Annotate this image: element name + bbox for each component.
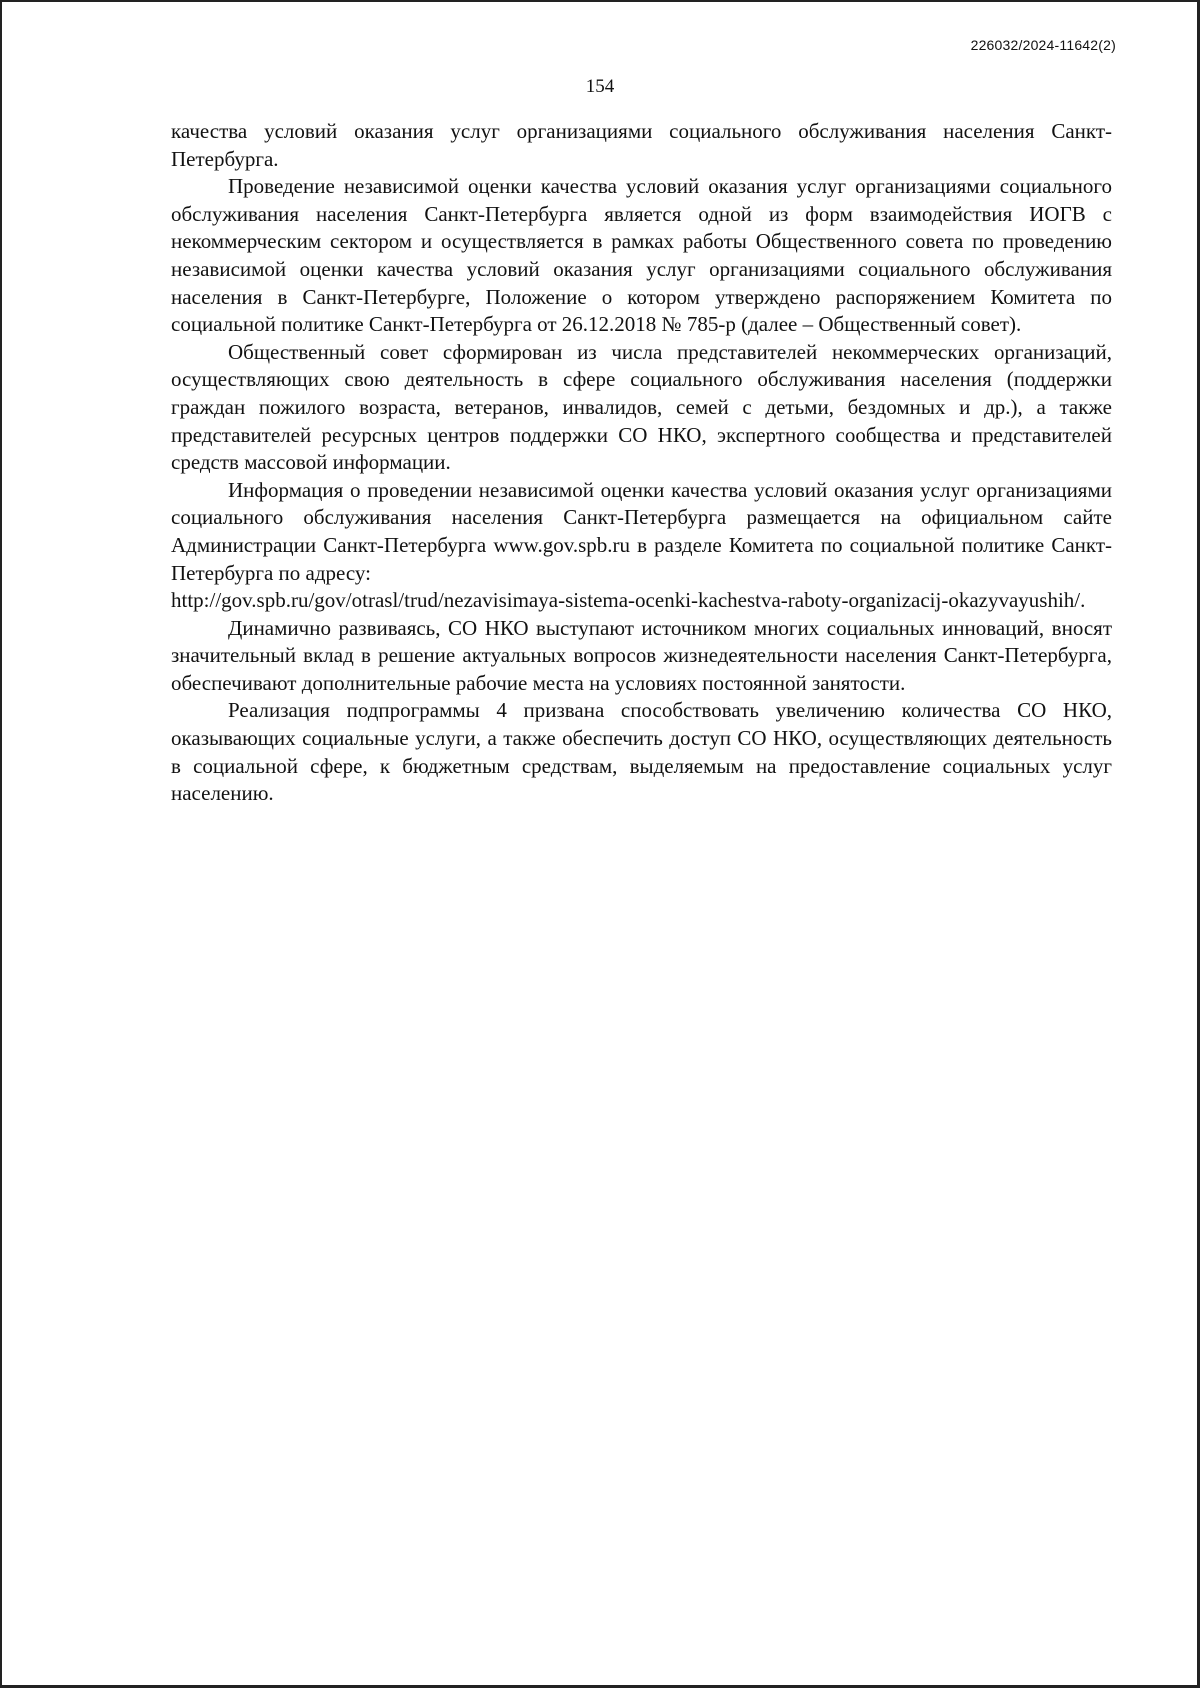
paragraph-continuation: качества условий оказания услуг организациями социального обслуживания населения Санкт-Петербурга. bbox=[171, 119, 1112, 171]
document-body bbox=[171, 118, 1112, 808]
paragraph-evaluation-procedure: Проведение независимой оценки качества условий оказания услуг организациями социального обслуживания населения Санкт-Петербурга является одной из форм взаимодействия ИОГВ с некоммерческим сектором и осуществляется в рамках работы Общественного совета по проведению независимой оценки качества условий оказания услуг организациями социального обслуживания населения в Санкт-Петербурге, Положение о котором утверждено распоряжением Комитета по социальной политике Санкт-Петербурга от 26.12.2018 № 785-р (далее – Общественный совет). bbox=[171, 174, 1112, 337]
paragraph-information-placement: Информация о проведении независимой оценки качества условий оказания услуг организациями социального обслуживания населения Санкт-Петербурга размещается на официальном сайте Администрации Санкт-Петербурга www.gov.spb.ru в разделе Комитета по социальной политике Санкт-Петербурга по адресу: bbox=[171, 477, 1112, 585]
page-number: 154 bbox=[585, 76, 615, 97]
paragraph-subprogram-4: Реализация подпрограммы 4 призвана способствовать увеличению количества СО НКО, оказывающих социальные услуги, а также обеспечить доступ СО НКО, осуществляющих деятельность в социальной сфере, к бюджетным средствам, выделяемым на предоставление социальных услуг населению. bbox=[171, 698, 1112, 806]
paragraph-nko-development: Динамично развиваясь, СО НКО выступают источником многих социальных инноваций, вносят значительный вклад в решение актуальных вопросов жизнедеятельности населения Санкт-Петербурга, обеспечивают дополнительные рабочие места на условиях постоянной занятости. bbox=[171, 615, 1112, 695]
paragraph-public-council: Общественный совет сформирован из числа представителей некоммерческих организаций, осуществляющих свою деятельность в сфере социального обслуживания населения (поддержки граждан пожилого возраста, ветеранов, инвалидов, семей с детьми, бездомных и др.), а также представителей ресурсных центров поддержки СО НКО, экспертного сообщества и представителей средств массовой информации. bbox=[171, 339, 1112, 475]
scan-border-top bbox=[0, 0, 1200, 2]
evaluation-url-text: http://gov.spb.ru/gov/otrasl/trud/nezavisimaya-sistema-ocenki-kachestva-raboty-organizacij-okazyvayushih/. bbox=[171, 588, 1086, 613]
registration-number: 226032/2024-11642(2) bbox=[970, 37, 1116, 53]
scan-border-left bbox=[0, 0, 2, 1688]
